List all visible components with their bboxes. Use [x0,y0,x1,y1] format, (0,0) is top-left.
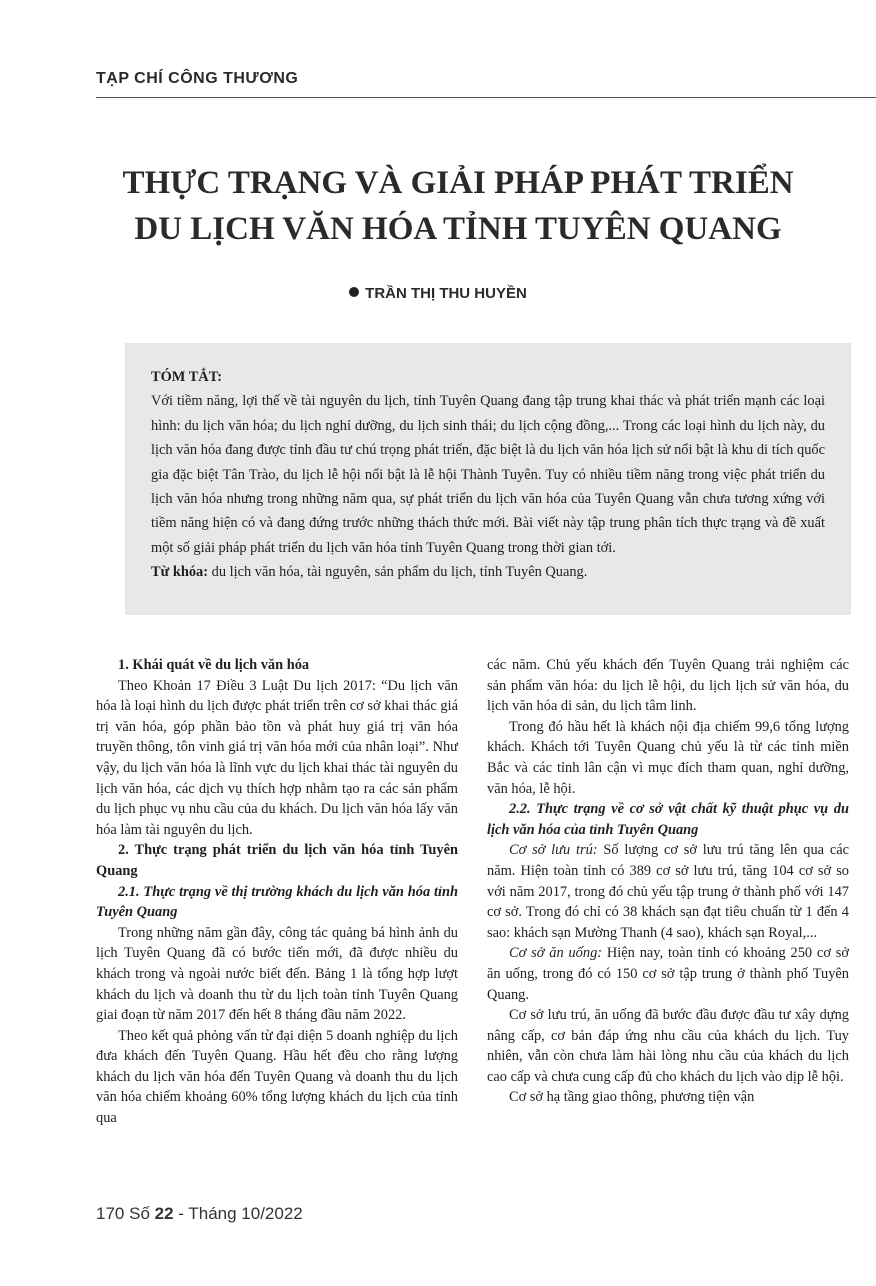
paragraph [487,943,849,1005]
issue-label: Số [129,1204,150,1223]
left-column [96,655,458,1129]
dining-text: Hiện nay, toàn tỉnh có khoảng 250 cơ sở ăn uống, trong đó có 150 cơ sở tập trung ở thành phố Tuyên Quang. [487,945,849,1003]
abstract-box [125,343,851,615]
lodging-label: Cơ sở lưu trú: [509,842,598,859]
title-line-1: THỰC TRẠNG VÀ GIẢI PHÁP PHÁT TRIỂN [122,165,794,201]
abstract-label: TÓM TẮT: [151,369,223,385]
section-2-2-heading: 2.2. Thực trạng về cơ sở vật chất kỹ thuật phục vụ du lịch văn hóa của tỉnh Tuyên Quang [487,801,849,838]
paragraph: Theo Khoản 17 Điều 3 Luật Du lịch 2017: “Du lịch văn hóa là loại hình du lịch được phát triển trên cơ sở khai thác giá trị văn hóa, góp phần bảo tồn và phát huy giá trị văn hóa truyền thông, tôn vinh giá trị văn hóa mới của nhân loại”. Như vậy, du lịch văn hóa là lĩnh vực du lịch khai thác tài nguyên du lịch văn hóa, các dịch vụ thích hợp nhằm tạo ra các sản phẩm du lịch phục vụ nhu cầu của du khách. Du lịch văn hóa lấy văn hóa làm tài nguyên du lịch. [96,677,458,838]
author-name: TRẦN THỊ THU HUYỀN [365,285,527,302]
keywords [151,560,825,584]
abstract-text: Với tiềm năng, lợi thế về tài nguyên du lịch, tỉnh Tuyên Quang đang tập trung khai thác và phát triển mạnh các loại hình: du lịch văn hóa; du lịch nghỉ dưỡng, du lịch sinh thái; du lịch cộng đồng,... Trong các loại hình du lịch này, du lịch văn hóa đang được tỉnh đầu tư chú trọng phát triển, đặc biệt là du lịch văn hóa lịch sử nổi bật là khu di tích quốc gia đặc biệt Tân Trào, du lịch lễ hội nổi bật là lễ hội Thành Tuyên. Tuy có nhiều tiềm năng trong việc phát triển du lịch văn hóa nhưng trong những năm qua, sự phát triển du lịch văn hóa của Tuyên Quang vẫn chưa tương xứng với tiềm năng hiện có và đang đứng trước những thách thức mới. Bài viết này tập trung phân tích thực trạng và đề xuất một số giải pháp phát triển du lịch văn hóa tỉnh Tuyên Quang trong thời gian tới. [151,393,825,556]
lodging-text: Số lượng cơ sở lưu trú tăng lên qua các năm. Hiện toàn tỉnh có 389 cơ sở lưu trú, tăng 104 cơ sở so với năm 2017, trong đó chủ yếu tập trung ở thành phố với 147 cơ sở. Trong đó chỉ có 38 khách sạn đạt tiêu chuẩn từ 1 đến 4 sao: khách sạn Mường Thanh (4 sao), khách sạn Royal,... [487,842,849,941]
paragraph: Trong đó hầu hết là khách nội địa chiếm 99,6 tổng lượng khách. Khách tới Tuyên Quang chủ yếu là từ các tỉnh miền Bắc và các tỉnh lân cận vì mục đích tham quan, nghỉ dưỡng, văn hóa, lễ hội. [487,718,849,797]
dining-label: Cơ sở ăn uống: [509,945,603,962]
bullet-icon [349,287,359,297]
issue-number: 22 [154,1204,174,1223]
page-footer [96,1204,303,1224]
title-line-2: DU LỊCH VĂN HÓA TỈNH TUYÊN QUANG [134,211,782,247]
article-title [80,160,836,252]
issue-date: - Tháng 10/2022 [173,1204,303,1223]
paragraph: Cơ sở lưu trú, ăn uống đã bước đầu được đầu tư xây dựng nâng cấp, cơ bản đáp ứng nhu cầu của khách du lịch. Tuy nhiên, vẫn còn chưa làm hài lòng nhu cầu của khách du lịch cao cấp và chưa cung cấp đủ cho khách du lịch vào dịp lễ hội. [487,1007,849,1085]
header-rule [96,97,876,98]
paragraph [487,840,849,943]
section-2-1-heading: 2.1. Thực trạng về thị trường khách du lịch văn hóa tỉnh Tuyên Quang [96,883,458,921]
section-2-heading: 2. Thực trạng phát triển du lịch văn hóa tỉnh Tuyên Quang [96,842,458,879]
page-number: 170 [96,1204,125,1223]
journal-name: TẠP CHÍ CÔNG THƯƠNG [96,70,299,87]
paragraph: Theo kết quả phỏng vấn từ đại diện 5 doanh nghiệp du lịch đưa khách đến Tuyên Quang. Hầu hết đều cho rằng lượng khách du lịch văn hóa đến Tuyên Quang và doanh thu du lịch văn hóa chiếm khoảng 60% tổng lượng khách du lịch của tỉnh qua [96,1027,458,1127]
right-column [487,655,849,1108]
section-1-heading: 1. Khái quát về du lịch văn hóa [118,657,310,673]
paragraph: Trong những năm gần đây, công tác quảng bá hình ảnh du lịch Tuyên Quang đã có bước tiến mới, đã được nhiều du khách trong và ngoài nước biết đến. Bảng 1 là tổng hợp lượt khách du lịch và doanh thu từ du lịch toàn tỉnh Tuyên Quang giai đoạn từ năm 2017 đến hết 8 tháng đầu năm 2022. [96,924,458,1024]
keywords-label: Từ khóa: [151,564,209,581]
paragraph: Cơ sở hạ tầng giao thông, phương tiện vận [509,1089,755,1106]
author-line [0,285,876,302]
keywords-text: du lịch văn hóa, tài nguyên, sản phẩm du lịch, tỉnh Tuyên Quang. [208,564,588,581]
paragraph: các năm. Chủ yếu khách đến Tuyên Quang trải nghiệm các sản phẩm văn hóa: du lịch lễ hội, du lịch lịch sử văn hóa, du lịch văn hóa di sản, du lịch tâm linh. [487,657,849,715]
